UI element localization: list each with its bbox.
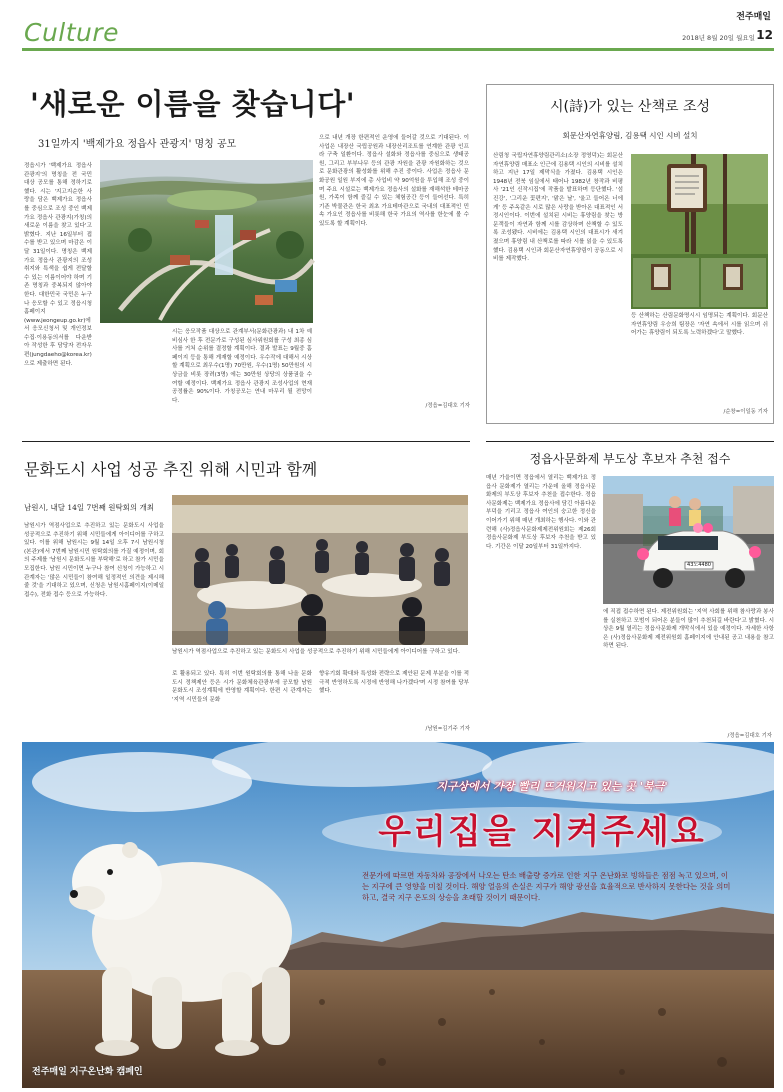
car-license-plate: 43노4480 xyxy=(687,562,711,568)
page-number: 12 xyxy=(756,28,773,42)
article2-credit: /순창=이일동 기자 xyxy=(723,409,768,415)
article3-col3: 향유기회 확대와 특성화 전략으로 제안된 문제 부분을 이를 적극적 반영하도록 시정에 반영해 나가겠다'며 시정 참여를 당부했다. xyxy=(319,671,469,695)
article3-col1: 남원시가 역점사업으로 추진하고 있는 문화도시 사업을 성공적으로 추진하기 위해 시민들에게 아이디어를 구하고 있다. 이를 위해 남원시는 9월 14일 오후 7시 남원시청(본관)에서 7번째 남원시민 원탁회의를 가질 예정이며, 회의 주제를 '남원시 문화도시를 부탁해'로 하고 참가 시민을 모집한다. 남원 시민이면 누구나 참여 신청이 가능하고 시 관계자는 '많은 시민들이 참여해 일정적인 의견을 제시해 줄 것'을 기대하고 있으며, 신청은 남원시홈페이지(이메일 접수), 전화 접수 등으로 가능하다. xyxy=(24,523,164,598)
ad-headline: 우리집을 지켜주세요 xyxy=(378,812,706,852)
article1-col1: 정읍시가 '백제가요 정읍사 관광지'의 명칭을 전 국민 대상 공모를 통해 정하기로 했다. 시는 '지고지순한 사랑을 담은 백제가요 정읍사를 중심으로 조성 중인 백제가요 정읍사 관광지(가칭)의 새로운 이름을 찾고 있다'고 밝혔다. 지난 16일부터 접수를 받고 있으며 마감은 이달 31일이다. 명칭은 백제가요 정읍사 관광지의 조성취지와 특색을 쉽게 전달할 수 있는 이름이어야 하며 기존 명칭과 중복되지 않아야 한다. 대한민국 국민은 누구나 응모할 수 있고 정읍시청 홈페이지(www.jeongeup.go.kr)에서 응모신청서 및 개인정보 수집·이용동의서를 다운받아 작성한 후 담당자 전자우편(jungdaeho@korea.kr)으로 제출하면 된다. xyxy=(24,163,92,367)
ad-sponsor: 전주매일 지구온난화 캠페인 xyxy=(32,1067,143,1077)
header-rule xyxy=(22,48,774,51)
article3-photo-caption: 남원시가 역점사업으로 추진하고 있는 문화도시 사업을 성공적으로 추진하기 위해 시민들에게 아이디어를 구하고 있다. xyxy=(172,649,460,655)
meeting-photo-art xyxy=(172,495,468,645)
article1-aerial-photo xyxy=(100,160,313,323)
article1-headline: '새로운 이름을 찾습니다' xyxy=(30,87,356,121)
article4-top-rule xyxy=(486,441,774,442)
article3-subheadline: 남원시, 내달 14일 7번째 원탁회의 개최 xyxy=(24,503,155,512)
article1-credit: /정읍=김대호 기자 xyxy=(425,403,470,409)
article1-subheadline: 31일까지 '백제가요 정읍사 관광지' 명칭 공모 xyxy=(38,139,237,150)
article1-col3: 으로 내년 개장 한편적인 운영에 들어갈 것으로 기대된다. 이 사업은 내장산 국립공원과 내장산리조트를 연계한 관광 인프라 구축 일환이다. 정읍사 설화와 정읍사를 중심으로 생태공원, 그리고 부부나무 등의 관광 자원을 관광 자원화하는 것으로 문화관광의 활성화를 위해 추진 중이다. 사업은 정읍사 문화공원 일원 부지에 총 사업비 약 90억원을 투입해 조성 중이며 주요 시설로는 백제가요 정읍사의 설화를 재해석한 테마공원, 가족이 함께 즐길 수 있는 체험공간 등이 들어선다. 특히 기존 박물관은 한국 최초 가요테마관으로 국내의 대표적인 민속 가요인 정읍사를 비롯해 한국 가요의 역사를 한눈에 볼 수 있도록 할 계획이다. xyxy=(319,135,469,227)
sign-photo-art xyxy=(631,154,768,309)
article4-col2: 에 직접 접수하면 된다. 제전위원회는 '지역 사회를 위해 참사랑과 봉사를 실천하고 모범이 되어온 분들이 많이 추천되길 바란다'고 밝혔다. 시상은 9월 열리는 정읍사문화제 개막식에서 있을 예정이다. 자세한 사항은 (사)정읍사문화제 제전위원회 홈페이지에 안내된 공고 내용을 참고하면 된다. xyxy=(603,609,774,650)
paper-name: 전주매일 xyxy=(736,12,771,22)
article4-headline: 정읍사문화제 부도상 후보자 추천 접수 xyxy=(529,452,731,466)
article2-col2: 등 산책하는 산림문화명시시 임명되는 계획이다. 회문산자연휴양림 우승희 팀장은 '자연 속에서 시를 읽으며 쉬어가는 휴양림이 되도록 노력하겠다'고 말했다. xyxy=(631,313,768,337)
article4-credit: /정읍=김대호 기자 xyxy=(727,733,772,739)
article2-col1: 산림청 국립자연휴양림관리소(소장 정영덕)는 회문산자연휴양림 매표소 인근에 김용택 시인의 시비를 설치하고 지난 17일 제막식을 가졌다. 김용택 시인은 1948년 전북 임실에서 태어나 1982년 창작과 비평사 '21인 신작시집'에 작품을 발표하며 등단했다. '섬진강', '그리운 꽃편지', '맑은 날', '울고 들어온 너에게' 등 주옥같은 시로 많은 사랑을 받아온 대표적인 서정시인이다. 이번에 설치된 시비는 휴양림을 찾는 방문객들이 자연과 함께 시를 감상하며 산책할 수 있도록 조성됐다. 시비에는 김용택 시인의 대표시가 새겨졌으며 휴양림 내 산책로를 따라 시를 읽을 수 있도록 했다. 김용택 시인과 회문산자연휴양림이 공동으로 시비를 제작했다. xyxy=(493,153,623,263)
aerial-photo-art xyxy=(100,160,313,323)
article2-subheadline: 회문산자연휴양림, 김용택 시인 시비 설치 xyxy=(562,131,698,140)
article3-meeting-photo xyxy=(172,495,468,645)
article2-sign-photo xyxy=(631,154,768,309)
article4-car-photo xyxy=(603,476,774,604)
article3-credit: /남원=김기주 기자 xyxy=(425,726,470,732)
ad-body: 전문가에 따르면 자동차와 공장에서 나오는 탄소 배출량 증가로 인한 지구 온난화로 빙하들은 점점 녹고 있으며, 이는 지구에 큰 영향을 미칠 것이다. 해양 얼음의 손실은 지구가 해양 광선을 효율적으로 반사하지 못한다는 것을 의미하고, 결국 지구 온도의 상승을 초래할 것이기 때문이다. xyxy=(362,871,731,902)
article4-col1: 매년 가을이면 정읍에서 열리는 백제가요 정읍사 문화제가 열리는 가운데 올해 정읍사문화제의 부도상 후보자 추천을 접수한다. 정읍사문화제는 백제가요 정읍사에 담긴 아름다운 부덕을 기리고 정읍사 여인의 숭고한 정신을 이어가기 위해 매년 개최하는 행사다. 이와 관련해 (사)정읍사문화제제전위원회는 제26회 정읍사문화제 부도상 후보자 추천을 받고 있다. 기간은 이달 20일부터 31일까지다. xyxy=(486,475,596,550)
section-title: Culture xyxy=(24,18,120,47)
ad-tagline: 지구상에서 가장 빨리 뜨거워지고 있는 곳 '북극' xyxy=(436,780,668,793)
article1-col2: 시는 응모작품 대상으로 관계부서(문화관광과) 내 1차 예비심사 한 후 전문가로 구성된 심사위원회를 구성 최종 심사를 거쳐 순위를 결정할 계획이다. 결과 발표는 9월중 홈페이지 등을 통해 게재할 예정이다. 우수작에 대해서 시상할 계획으로 최우수(1명) 70만원, 우수(1명) 50만원의 시상금을 비롯 장려(3명) 에는 30만원 상당의 상품권을 수여할 예정이다. 백제가요 정읍사 관광지 조성사업의 현재 공정률은 90%이다. 가칭공모는 연내 마무리 될 전망이다. xyxy=(172,329,312,404)
article3-top-rule xyxy=(22,441,470,442)
car-photo-art xyxy=(603,476,774,604)
article3-headline: 문화도시 사업 성공 추진 위해 시민과 함께 xyxy=(24,460,318,479)
ad-banner xyxy=(22,742,774,1088)
article3-col2: 로 활용되고 있다. 특히 이번 원탁회의를 통해 나올 문화도시 정책제안 등은 시가 문화체육관광부에 공모할 남원 문화도시 조성계획에 반영할 계획이다. 한편 시 관계자는 '지역 시민들의 문화 xyxy=(172,671,312,703)
issue-date: 2018년 8월 20일 월요일 xyxy=(682,34,755,42)
article2-headline: 시(詩)가 있는 산책로 조성 xyxy=(550,99,710,115)
